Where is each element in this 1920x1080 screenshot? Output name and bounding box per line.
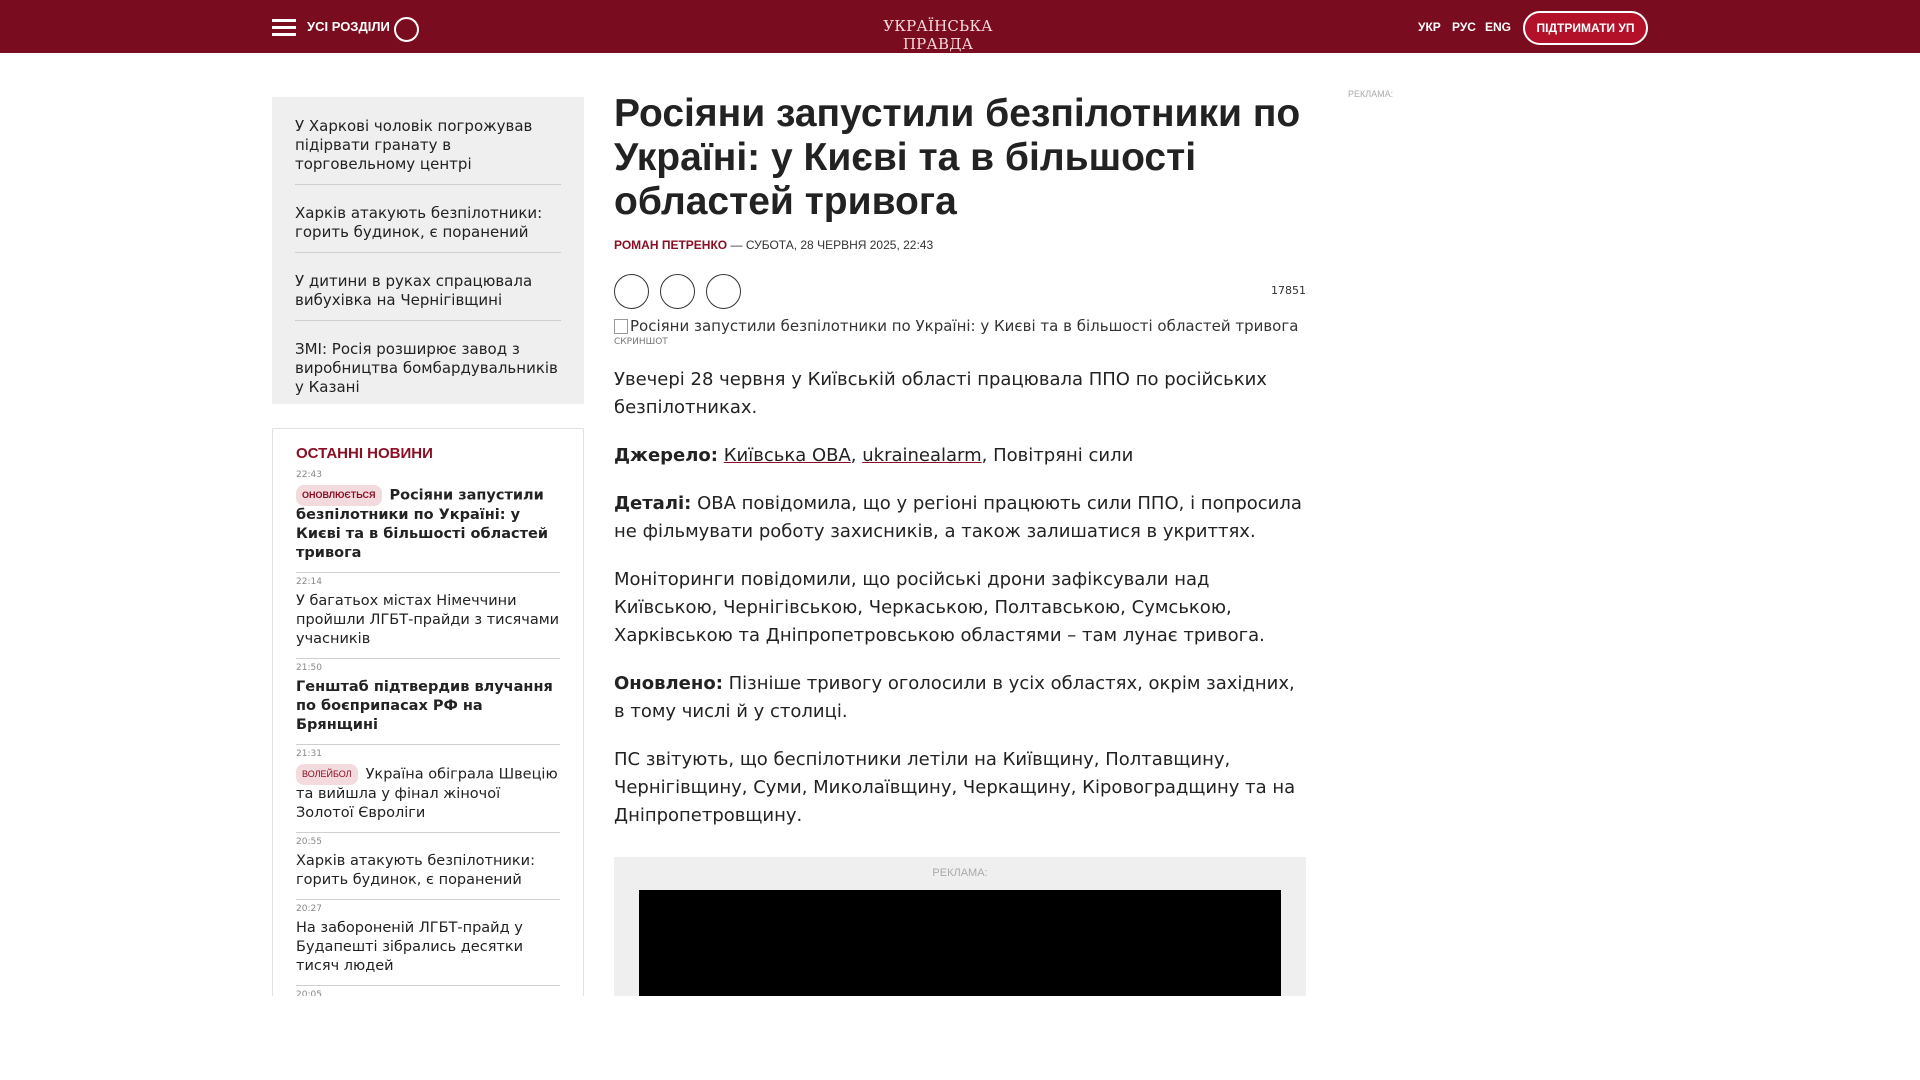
image-caption: СКРИНШОТ bbox=[614, 337, 668, 347]
latest-news-heading: ОСТАННІ НОВИНИ bbox=[296, 445, 433, 462]
share-telegram-icon[interactable] bbox=[706, 274, 741, 309]
news-headline-text: Росіяни запустили безпілотники по Україні: у Києві та в більшості областей тривога bbox=[296, 487, 549, 561]
article-image bbox=[614, 317, 1306, 335]
hamburger-menu-icon[interactable] bbox=[272, 19, 296, 37]
article-paragraph: Моніторинги повідомили, що російські дрони зафіксували над Київською, Чернігівською, Черкаською, Полтавською, Сумською, Харківською та Дніпропетровською областями – там лунає тривога. bbox=[614, 569, 1265, 646]
news-badge: ВОЛЕЙБОЛ bbox=[296, 764, 358, 785]
article-details bbox=[614, 490, 1306, 546]
top-links-box bbox=[272, 97, 584, 404]
news-list-item[interactable] bbox=[296, 900, 560, 986]
news-list-item[interactable] bbox=[296, 745, 560, 833]
updated-text: Пізніше тривогу оголосили в усіх областях, окрім західних, в тому числі й у столиці. bbox=[614, 673, 1295, 722]
news-badge: ОНОВЛЮЄТЬСЯ bbox=[296, 485, 382, 506]
details-label: Деталі: bbox=[614, 493, 692, 514]
news-time: 20:27 bbox=[296, 904, 322, 914]
article-image-alt: Росіяни запустили безпілотники по Україні: у Києві та в більшості областей тривога bbox=[630, 317, 1299, 335]
broken-image-icon bbox=[614, 319, 628, 334]
search-icon[interactable] bbox=[394, 17, 419, 42]
article-paragraph: ПС звітують, що беспілотники летіли на Київщину, Полтавщину, Чернігівщину, Суми, Миколаївщину, Черкащину, Кіровоградщину та на Дніпропетровщину. bbox=[614, 749, 1296, 826]
top-link-item[interactable]: Харків атакують безпілотники: горить будинок, є поранений bbox=[295, 185, 561, 253]
source-label: Джерело: bbox=[614, 445, 718, 466]
news-time: 22:43 bbox=[296, 470, 322, 480]
details-text: ОВА повідомила, що у регіоні працюють сили ППО, і попросила не фільмувати роботу захисників, а також залишатися в укриттях. bbox=[614, 493, 1302, 542]
author-link[interactable]: РОМАН ПЕТРЕНКО bbox=[614, 238, 728, 252]
article-paragraph: Увечері 28 червня у Київській області працювала ППО по російських безпілотниках. bbox=[614, 369, 1267, 418]
support-button[interactable]: ПІДТРИМАТИ УП bbox=[1523, 11, 1648, 45]
article-source bbox=[614, 442, 1306, 470]
news-headline: Харків атакують безпілотники: горить будинок, є поранений bbox=[296, 853, 535, 888]
article-updated bbox=[614, 670, 1306, 726]
news-list-item[interactable] bbox=[296, 573, 560, 659]
views-count: 17851 bbox=[1271, 284, 1306, 297]
news-headline: Генштаб підтвердив влучання по боєприпасах РФ на Брянщині bbox=[296, 679, 553, 733]
source-separator: , bbox=[850, 445, 863, 466]
share-row bbox=[614, 274, 1306, 310]
top-link-item[interactable]: У Харкові чоловік погрожував підірвати гранату в торговельному центрі bbox=[295, 97, 561, 185]
lang-ukr-link[interactable]: УКР bbox=[1418, 20, 1441, 34]
top-link-item[interactable]: ЗМІ: Росія розширює завод з виробництва бомбардувальників у Казані bbox=[295, 340, 558, 396]
share-facebook-icon[interactable] bbox=[614, 274, 649, 309]
news-list-item[interactable] bbox=[296, 466, 560, 573]
news-headline: У багатьох містах Німеччини пройшли ЛГБТ-прайди з тисячами учасників bbox=[296, 593, 560, 647]
updated-label: Оновлено: bbox=[614, 673, 723, 694]
top-link-item[interactable]: У дитини в руках спрацювала вибухівка на Чернігівщині bbox=[295, 253, 561, 321]
news-headline-text: Україна обіграла Швецію та вийшла у фінал жіночої Золотої Євроліги bbox=[296, 766, 558, 821]
inline-ad-block bbox=[614, 857, 1306, 996]
news-headline: На забороненій ЛГБТ-прайд у Будапешті зібрались десятки тисяч людей bbox=[296, 920, 524, 974]
source-link-ukrainealarm[interactable]: ukrainealarm bbox=[862, 445, 982, 466]
news-time: 20:05 bbox=[296, 990, 322, 996]
all-sections-link[interactable]: УСІ РОЗДІЛИ bbox=[307, 19, 390, 34]
news-headline bbox=[296, 485, 560, 563]
source-rest: , Повітряні сили bbox=[981, 445, 1134, 466]
news-time: 21:31 bbox=[296, 749, 322, 759]
top-navigation-bar bbox=[0, 0, 1920, 53]
news-time: 20:55 bbox=[296, 837, 322, 847]
source-link-kyiv-ova[interactable]: Київська ОВА bbox=[723, 445, 851, 466]
sidebar-ad-label: РЕКЛАМА: bbox=[1348, 89, 1394, 99]
share-twitter-icon[interactable] bbox=[660, 274, 695, 309]
news-list-item[interactable] bbox=[296, 986, 560, 996]
article bbox=[614, 92, 1306, 830]
latest-news-panel bbox=[272, 428, 584, 996]
news-time: 21:50 bbox=[296, 663, 322, 673]
news-time: 22:14 bbox=[296, 577, 322, 587]
news-list-item[interactable] bbox=[296, 659, 560, 745]
news-list-item[interactable] bbox=[296, 833, 560, 900]
news-headline bbox=[296, 764, 560, 823]
ad-label: РЕКЛАМА: bbox=[932, 867, 988, 879]
ad-video-player[interactable] bbox=[639, 890, 1281, 996]
article-byline bbox=[614, 238, 1306, 252]
lang-eng-link[interactable]: ENG bbox=[1485, 20, 1512, 34]
article-headline: Росіяни запустили безпілотники по Україні: у Києві та в більшості областей тривога bbox=[614, 92, 1301, 223]
lang-rus-link[interactable]: РУС bbox=[1452, 20, 1476, 34]
article-date: — СУБОТА, 28 ЧЕРВНЯ 2025, 22:43 bbox=[730, 238, 934, 252]
site-logo[interactable]: УКРАЇНСЬКА ПРАВДА bbox=[883, 17, 993, 53]
